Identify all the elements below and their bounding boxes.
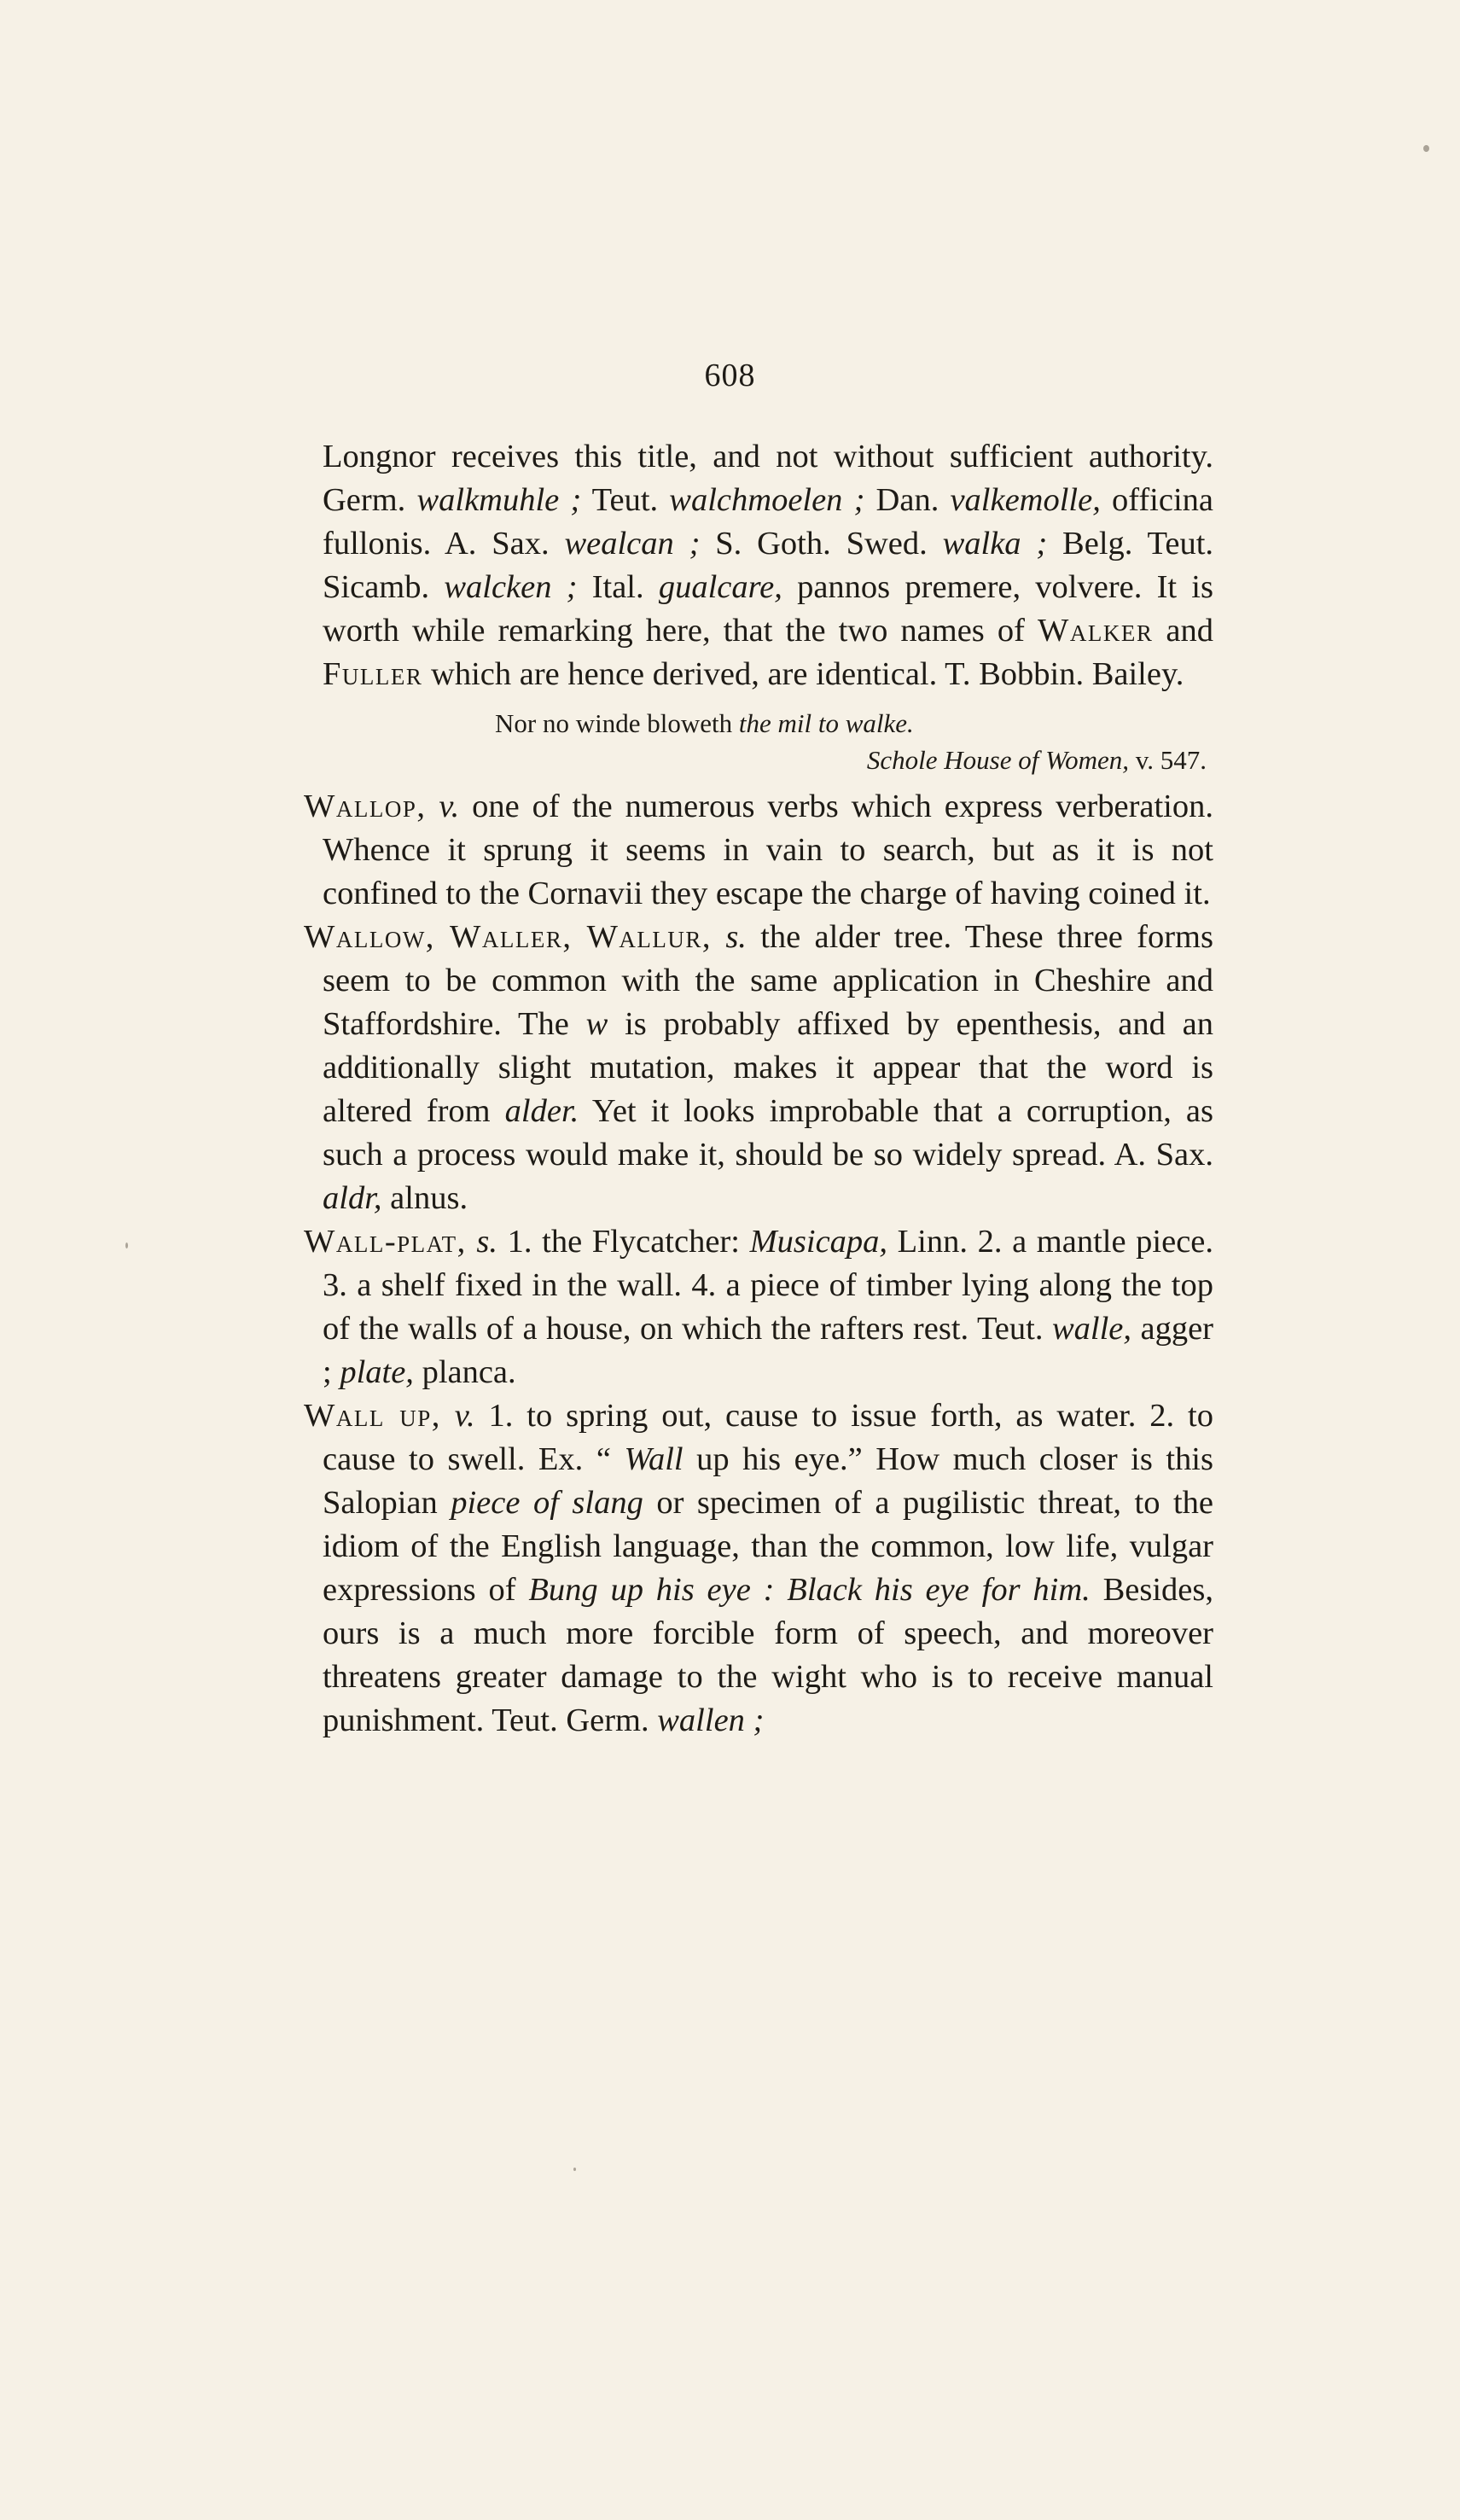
dictionary-entry-wallop (304, 785, 1213, 916)
headword: Wallop, (304, 789, 427, 824)
italic-term: Bung up his eye : Black his eye for him. (528, 1572, 1091, 1608)
text-run: Belg. Teut. Sicamb. (323, 526, 1214, 605)
paper-speck (125, 1243, 128, 1248)
quote-text-italic: the mil to walke. (738, 708, 914, 738)
italic-term: wealcan ; (564, 526, 701, 562)
dictionary-entry-wall-up (304, 1394, 1213, 1743)
italic-term: Wall (624, 1441, 683, 1477)
italic-term: aldr, (323, 1180, 382, 1216)
italic-term: Musicapa, (749, 1224, 888, 1260)
text-run: 1. the Flycatcher: (497, 1224, 750, 1260)
text-run: Linn. 2. a mantle piece. 3. a shelf fixed in the wall. 4. a piece of timber lying along the top of the walls of a house, on which the rafters rest. Teut. (323, 1224, 1214, 1347)
text-run: 1. to spring out, cause to issue forth, as water. 2. to cause to swell. Ex. “ (323, 1398, 1213, 1477)
text-run: officina fullonis. A. Sax. (323, 482, 1214, 562)
quote-citation (323, 742, 1213, 778)
headword: Walker (1038, 613, 1154, 649)
text-run (712, 919, 725, 955)
italic-term: v. (439, 789, 460, 824)
page-body (304, 435, 1214, 1743)
text-run: Longnor receives this title, and not without sufficient authority. Germ. (323, 439, 1213, 518)
text-run (426, 789, 439, 824)
headword: Wall-plat, (304, 1224, 467, 1260)
text-run: S. Goth. Swed. (700, 526, 943, 562)
dictionary-entry-wall-plat (304, 1220, 1213, 1394)
block-quotation (323, 705, 1213, 778)
text-run: Besides, ours is a much more forcible form of speech, and moreover threatens greater damage to the wight who is to receive manual punishment. Teut. Germ. (323, 1572, 1213, 1738)
page-number: 608 (704, 358, 756, 393)
italic-term: valkemolle, (950, 482, 1101, 518)
italic-term: v. (454, 1398, 475, 1434)
text-run: up his eye.” How much closer is this Salopian (323, 1441, 1213, 1521)
italic-term: w (585, 1006, 608, 1042)
quote-line (323, 705, 1213, 742)
text-run: Teut. (581, 482, 670, 518)
text-run: the alder tree. These three forms seem to be common with the same application in Cheshire and Staffordshire. The (323, 919, 1213, 1042)
headword: Wallow, Waller, Wallur, (304, 919, 713, 955)
text-run: or specimen of a pugilistic threat, to the idiom of the English language, than the common, low life, vulgar expressions of (323, 1485, 1213, 1608)
paper-speck (1423, 145, 1429, 152)
text-run: planca. (413, 1354, 516, 1390)
text-run: which are hence derived, are identical. T. Bobbin. Bailey. (422, 656, 1184, 692)
italic-term: walchmoelen ; (669, 482, 865, 518)
text-run: agger ; (323, 1311, 1213, 1390)
text-run: pannos premere, volvere. It is worth while remarking here, that the two names of (323, 569, 1213, 649)
italic-term: plate, (340, 1354, 414, 1390)
text-run: one of the numerous verbs which express verberation. Whence it sprung it seems in vain to search, but as it is not confined to the Cornavii they escape the charge of having coined it. (323, 789, 1213, 911)
text-run (441, 1398, 455, 1434)
italic-term: s. (476, 1224, 498, 1260)
text-run: and (1153, 613, 1213, 649)
italic-term: piece of slang (451, 1485, 643, 1521)
italic-term: alder. (504, 1093, 579, 1129)
dictionary-entry-wallow (304, 916, 1213, 1220)
headword: Fuller (323, 656, 423, 692)
text-run (467, 1224, 477, 1260)
italic-term: s. (725, 919, 747, 955)
text-run: Ital. (577, 569, 659, 605)
italic-term: gualcare, (658, 569, 782, 605)
continuation-paragraph (323, 435, 1213, 696)
text-run: Dan. (864, 482, 951, 518)
text-run: Yet it looks improbable that a corruption, as such a process would make it, should be so widely spread. A. Sax. (323, 1093, 1213, 1173)
italic-term: walkmuhle ; (416, 482, 582, 518)
italic-term: wallen ; (657, 1702, 765, 1738)
italic-term: walle, (1051, 1311, 1131, 1347)
text-run: is probably affixed by epenthesis, and an additionally slight mutation, makes it appear that the word is altered from (323, 1006, 1214, 1129)
quote-text: Nor no winde bloweth (495, 708, 733, 738)
headword: Wall up, (304, 1398, 441, 1434)
italic-term: walka ; (942, 526, 1048, 562)
paper-speck (573, 2168, 576, 2171)
italic-term: walcken ; (444, 569, 578, 605)
citation-reference: v. 547. (1135, 745, 1207, 775)
text-run: alnus. (381, 1180, 468, 1216)
citation-title: Schole House of Women, (866, 745, 1129, 775)
